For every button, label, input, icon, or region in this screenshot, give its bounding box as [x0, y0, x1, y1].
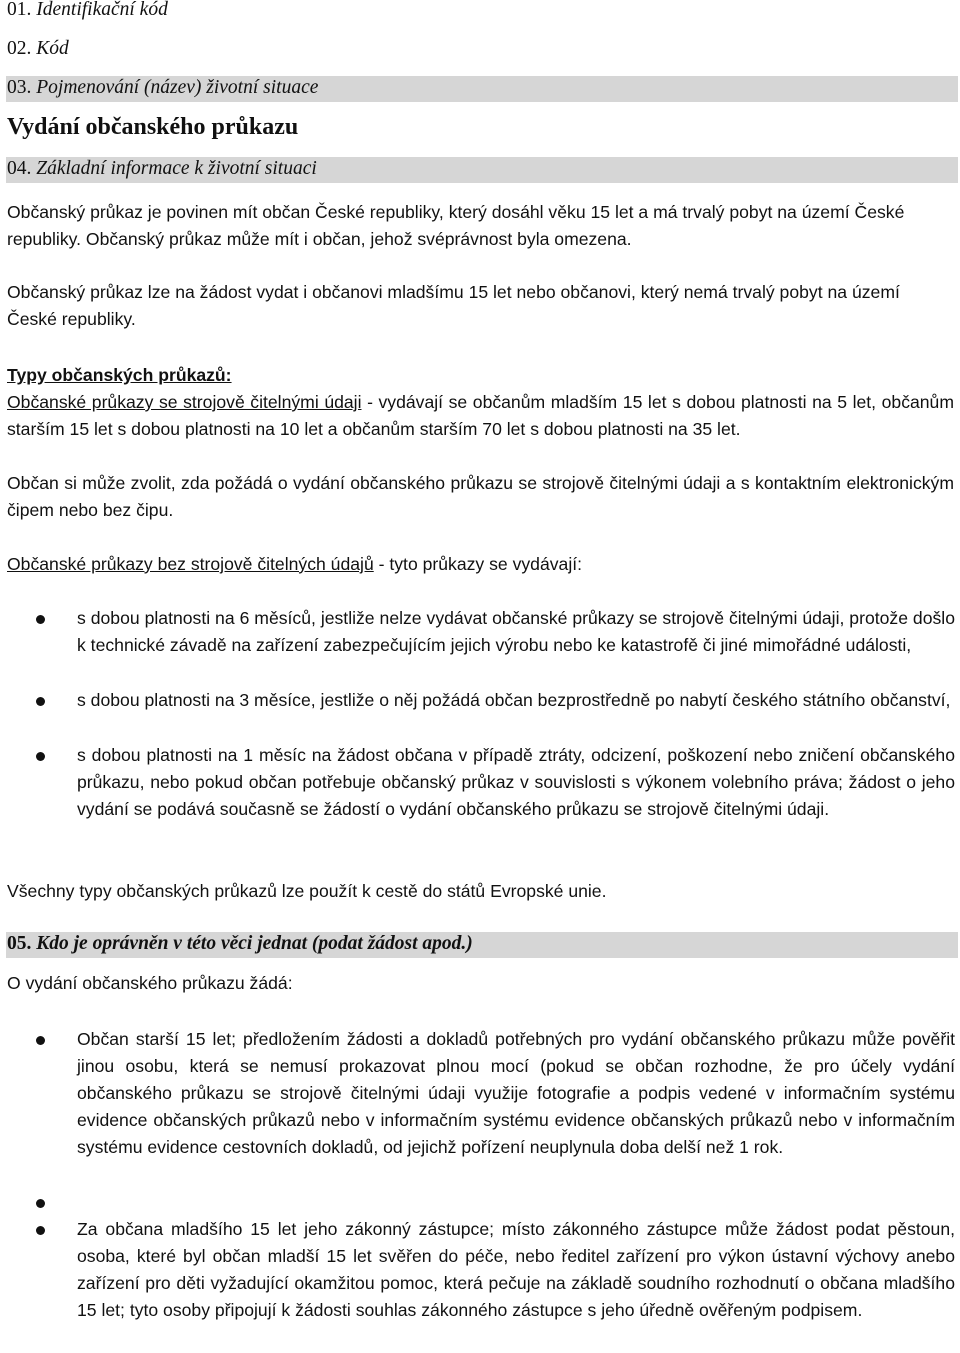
bullet-icon — [36, 752, 45, 761]
mr-cards-paragraph — [7, 389, 954, 443]
section-number: 02. — [7, 38, 32, 59]
bullet-icon — [36, 615, 45, 624]
section-label: Základní informace k životní situaci — [36, 158, 317, 179]
bullet-icon — [36, 1036, 45, 1045]
page-title: Vydání občanského průkazu — [7, 114, 299, 140]
section-02 — [7, 38, 69, 60]
intro-paragraph-2: Občanský průkaz lze na žádost vydat i občanovi mladšímu 15 let nebo občanovi, který nemá trvalý pobyt na území České republiky. — [7, 282, 900, 329]
section-number: 01. — [7, 0, 32, 20]
section-label: Pojmenování (název) životní situace — [36, 77, 319, 98]
section-label: Kód — [36, 38, 69, 59]
section-label: Identifikační kód — [36, 0, 168, 20]
section-01 — [7, 0, 168, 21]
list-item: Občan starší 15 let; předložením žádosti a dokladů potřebných pro vydání občanského průkazu může pověřit jinou osobu, která se nemusí prokazovat plnou mocí (pokud se občan rozhodne, že pro účely vydání občanského průkazu se strojově čitelnými údaji využije fotografie a podpis vedené v informačním systému evidence občanských průkazů nebo v informačním systému evidence občanských průkazů nebo v informačním systému evidence cestovních dokladů, od jejichž pořízení neuplynula doba delší než 1 rok. — [77, 1029, 955, 1157]
section-05 — [7, 933, 473, 955]
nomr-cards-paragraph — [7, 551, 954, 578]
section-03 — [7, 77, 318, 99]
bullet-icon — [36, 1199, 45, 1208]
section-04 — [7, 158, 317, 180]
section-number: 03. — [7, 77, 32, 98]
who-lead: O vydání občanského průkazu žádá: — [7, 973, 293, 993]
section-number: 05. — [7, 933, 32, 954]
nomr-cards-text: - tyto průkazy se vydávají: — [373, 554, 583, 574]
list-item: s dobou platnosti na 6 měsíců, jestliže nelze vydávat občanské průkazy se strojově čitelnými údaji, protože došlo k technické závadě na zařízení zabezpečujícím jejich výrobu nebo ke katastrofě či jiné mimořádné události, — [77, 608, 955, 655]
intro-paragraph-1: Občanský průkaz je povinen mít občan České republiky, který dosáhl věku 15 let a má trvalý pobyt na území České republiky. Občanský průkaz může mít i občan, jehož svéprávnost byla omezena. — [7, 202, 905, 249]
types-heading: Typy občanských průkazů: — [7, 365, 232, 385]
section-number: 04. — [7, 158, 32, 179]
europe-paragraph: Všechny typy občanských průkazů lze použít k cestě do států Evropské unie. — [7, 881, 607, 901]
chip-paragraph: Občan si může zvolit, zda požádá o vydání občanského průkazu se strojově čitelnými údaji a s kontaktním elektronickým čipem nebo bez čipu. — [7, 473, 954, 520]
list-item: s dobou platnosti na 1 měsíc na žádost občana v případě ztráty, odcizení, poškození nebo zničení občanského průkazu, nebo pokud občan potřebuje občanský průkaz v souvislosti s výkonem volebního práva; žádost o jeho vydání se podává současně se žádostí o vydání občanského průkazu se strojově čitelnými údaji. — [77, 745, 955, 819]
list-item: Za občana mladšího 15 let jeho zákonný zástupce; místo zákonného zástupce může žádost podat pěstoun, osoba, které byl občan mladší 15 let svěřen do péče, nebo ředitel zařízení pro výkon ústavní výchovy anebo zařízení pro děti vyžadující okamžitou pomoc, která pečuje na základě soudního rozhodnutí o občana mladšího 15 let; tyto osoby připojují k žádosti souhlas zákonného zástupce s jeho úředně ověřeným podpisem. — [77, 1219, 955, 1320]
mr-cards-text: - vydávají se občanům mladším 15 let s dobou platnosti na 5 let, občanům starším 15 let s dobou platnosti na 10 let a občanům starším 70 let s dobou platnosti na 35 let. — [7, 392, 954, 439]
bullet-icon — [36, 697, 45, 706]
mr-cards-term: Občanské průkazy se strojově čitelnými údaji — [7, 392, 362, 412]
list-item: s dobou platnosti na 3 měsíce, jestliže o něj požádá občan bezprostředně po nabytí českého státního občanství, — [77, 690, 951, 710]
bullet-icon — [36, 1226, 45, 1235]
section-label: Kdo je oprávněn v této věci jednat (podat žádost apod.) — [36, 933, 473, 954]
nomr-cards-term: Občanské průkazy bez strojově čitelných údajů — [7, 554, 374, 574]
